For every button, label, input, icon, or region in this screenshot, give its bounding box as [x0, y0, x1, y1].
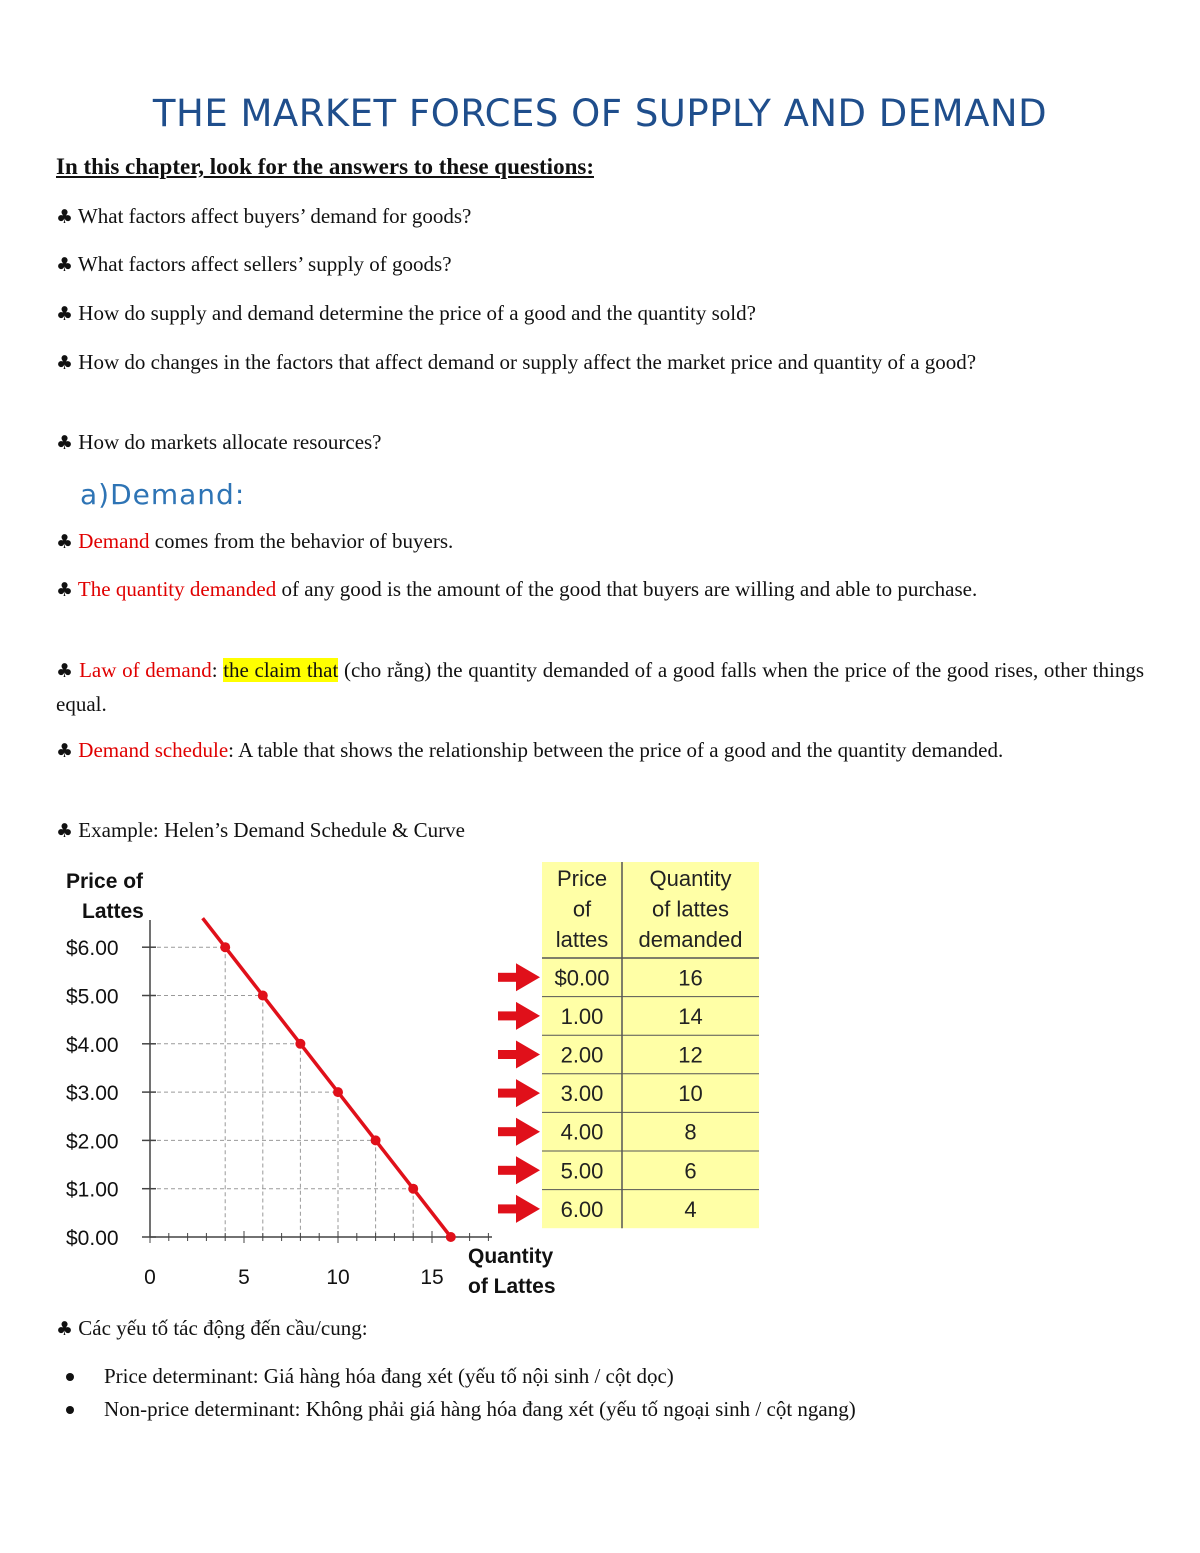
- club-bullet-icon: ♣: [56, 254, 74, 276]
- demand-point-marker: [295, 1039, 305, 1049]
- demand-point: ♣ Example: Helen’s Demand Schedule & Curve: [56, 818, 465, 842]
- demand-chart-svg: [56, 858, 776, 1303]
- x-tick-label: 0: [144, 1266, 156, 1289]
- demand-point-marker: [446, 1232, 456, 1242]
- y-tick-label: $5.00: [66, 985, 119, 1009]
- demand-point: ♣ Demand comes from the behavior of buyers.: [56, 529, 454, 553]
- demand-point-marker: [220, 942, 230, 952]
- y-tick-label: $0.00: [66, 1227, 119, 1250]
- section-heading-demand: a)Demand:: [80, 478, 246, 511]
- club-bullet-icon: ♣: [56, 432, 74, 454]
- page-title: THE MARKET FORCES OF SUPPLY AND DEMAND: [152, 92, 1048, 135]
- table-cell-price: 2.00: [560, 1042, 604, 1068]
- intro-heading: In this chapter, look for the answers to these questions:: [56, 154, 594, 179]
- table-cell-quantity: 4: [684, 1196, 697, 1222]
- term: Demand: [78, 529, 150, 553]
- question-item: ♣ How do supply and demand determine the price of a good and the quantity sold?: [56, 301, 756, 325]
- demand-chart: [56, 858, 776, 1308]
- table-header-label: lattes: [555, 927, 609, 952]
- term: Demand schedule: [78, 738, 229, 762]
- list-item: Non-price determinant: Không phải giá hàng hóa đang xét (yếu tố ngoại sinh / cột ngang): [56, 1393, 856, 1426]
- bullet-dot-icon: [66, 1406, 74, 1414]
- table-cell-price: 5.00: [560, 1158, 604, 1184]
- table-cell-price: 1.00: [560, 1003, 604, 1029]
- y-tick-label: $4.00: [66, 1033, 119, 1057]
- question-item: ♣ What factors affect sellers’ supply of goods?: [56, 252, 452, 276]
- demand-chart-figure: [56, 858, 776, 1308]
- y-tick-label: $1.00: [66, 1178, 119, 1202]
- arrow-right-icon: [516, 1118, 540, 1146]
- term: Law of demand: [79, 658, 212, 682]
- table-cell-quantity: 16: [678, 965, 703, 991]
- demand-point-marker: [333, 1087, 343, 1097]
- table-header-label: of: [572, 896, 592, 922]
- club-bullet-icon: ♣: [56, 740, 74, 762]
- list-item: Price determinant: Giá hàng hóa đang xét (yếu tố nội sinh / cột dọc): [56, 1360, 856, 1393]
- determinant-list: [56, 1360, 856, 1426]
- x-tick-label: 15: [420, 1266, 444, 1289]
- demand-point: ♣ Demand schedule: A table that shows the relationship between the price of a good and the quantity demanded.: [56, 738, 1004, 762]
- demand-point: ♣ Law of demand: the claim that (cho rằng) the quantity demanded of a good falls when the price of the good rises, other things equal.: [56, 658, 1144, 716]
- arrow-right-icon: [516, 1079, 540, 1107]
- x-tick-label: 5: [238, 1266, 250, 1289]
- club-bullet-icon: ♣: [56, 206, 74, 228]
- table-cell-price: $0.00: [554, 965, 610, 991]
- demand-point: ♣ The quantity demanded of any good is the amount of the good that buyers are willing and able to purchase.: [56, 577, 978, 601]
- table-header-label: demanded: [638, 927, 743, 952]
- table-header-label: Quantity: [649, 866, 732, 891]
- arrow-right-icon: [516, 1156, 540, 1184]
- demand-point-marker: [371, 1135, 381, 1145]
- table-header-label: of lattes: [651, 896, 730, 922]
- club-bullet-icon: ♣: [56, 579, 74, 601]
- demand-point-marker: [258, 991, 268, 1001]
- club-bullet-icon: ♣: [56, 531, 74, 553]
- bullet-dot-icon: [66, 1373, 74, 1381]
- table-cell-quantity: 14: [678, 1003, 703, 1029]
- term: The quantity demanded: [77, 577, 277, 601]
- question-item: ♣ What factors affect buyers’ demand for goods?: [56, 204, 472, 228]
- arrow-right-icon: [516, 1002, 540, 1030]
- table-cell-price: 3.00: [560, 1081, 604, 1107]
- club-bullet-icon: ♣: [56, 352, 74, 374]
- club-bullet-icon: ♣: [56, 660, 74, 682]
- table-cell-price: 4.00: [560, 1119, 604, 1145]
- x-axis-label: of Lattes: [468, 1275, 556, 1298]
- y-axis-label: Lattes: [82, 900, 144, 923]
- table-cell-quantity: 10: [678, 1081, 703, 1107]
- arrow-right-icon: [516, 963, 540, 991]
- club-bullet-icon: ♣: [56, 303, 74, 325]
- table-header-label: Price: [556, 866, 608, 891]
- arrow-right-icon: [516, 1041, 540, 1069]
- highlighted-text: the claim that: [223, 658, 339, 682]
- x-tick-label: 10: [326, 1266, 350, 1289]
- y-tick-label: $6.00: [66, 937, 119, 961]
- question-item: ♣ How do markets allocate resources?: [56, 430, 382, 454]
- y-tick-label: $2.00: [66, 1130, 119, 1154]
- table-cell-quantity: 8: [684, 1119, 697, 1145]
- x-axis-label: Quantity: [468, 1245, 554, 1268]
- table-cell-quantity: 6: [684, 1158, 697, 1184]
- table-cell-price: 6.00: [560, 1196, 604, 1222]
- demand-point-marker: [408, 1184, 418, 1194]
- table-cell-quantity: 12: [678, 1042, 703, 1068]
- club-bullet-icon: ♣: [56, 820, 74, 842]
- factors-heading: ♣ Các yếu tố tác động đến cầu/cung:: [56, 1316, 368, 1340]
- club-bullet-icon: ♣: [56, 1318, 74, 1340]
- y-tick-label: $3.00: [66, 1082, 119, 1106]
- y-axis-label: Price of: [66, 870, 144, 893]
- question-item: ♣ How do changes in the factors that affect demand or supply affect the market price and quantity of a good?: [56, 350, 977, 374]
- arrow-right-icon: [516, 1195, 540, 1223]
